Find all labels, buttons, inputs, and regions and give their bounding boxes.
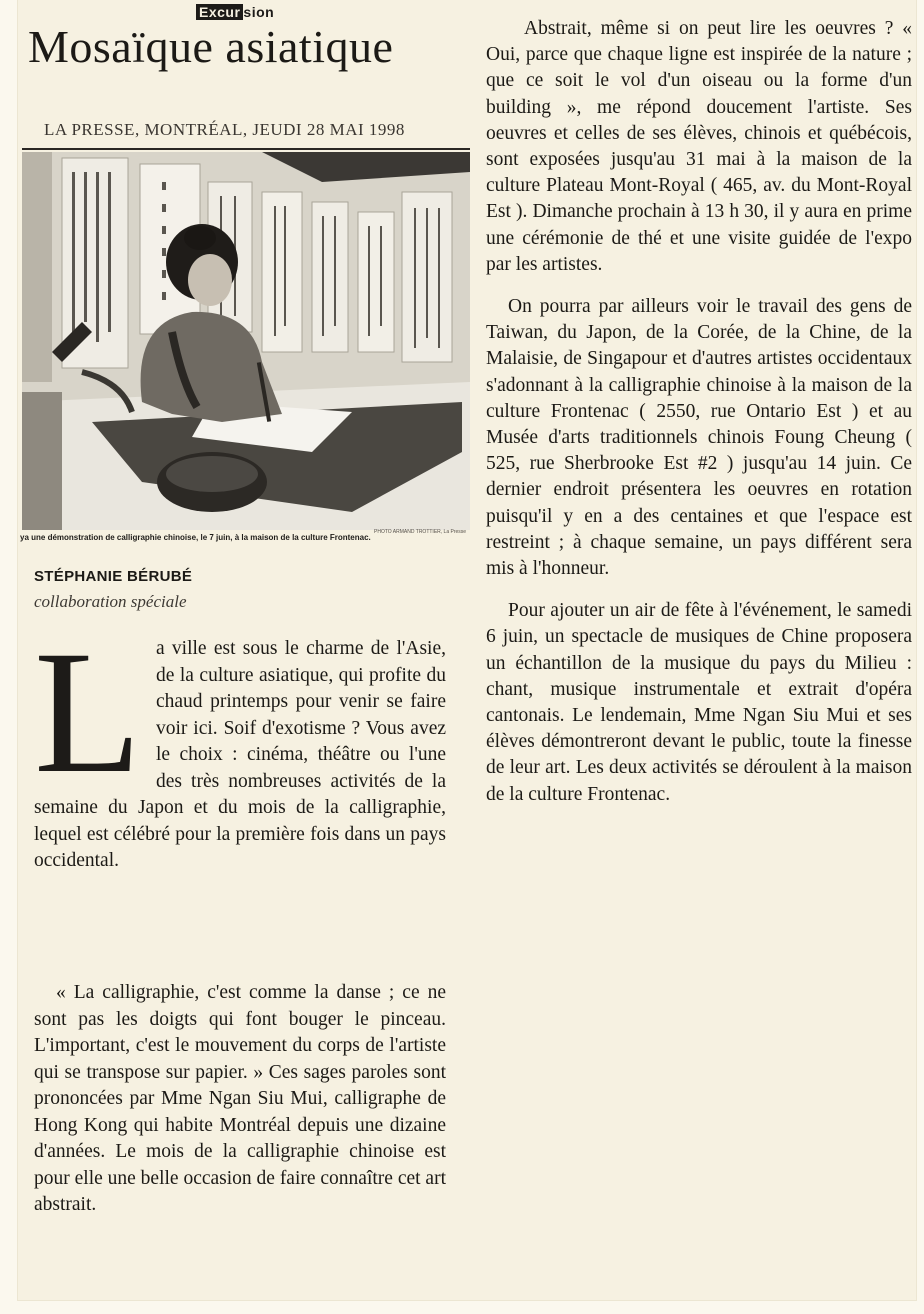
right-paragraph-1: Abstrait, même si on peut lire les oeuvres ? « Oui, parce que chaque ligne est inspirée de la nature ; que ce soit le vol d'un oiseau ou la forme d'un building », me répond doucement l'artiste. Ses oeuvres et celles de ses élèves, chinois et québécois, sont exposées jusqu'au 31 mai à la maison de la culture Plateau Mont-Royal ( 465, av. du Mont-Royal Est ). Dimanche prochain à 13 h 30, il y aura en prime une cérémonie de thé et une visite guidée de l'expo par les artistes. [486,18,912,275]
headline: Mosaïque asiatique [28,21,394,72]
drop-cap: L [34,615,142,810]
calligrapher-photo-illustration [22,152,470,530]
section-rubric [196,4,274,20]
photo-caption: ya une démonstration de calligraphie chinoise, le 7 juin, à la maison de la culture Frontenac. [20,533,371,542]
photo-credit: PHOTO ARMAND TROTTIER, La Presse [374,529,467,535]
right-paragraph-2: On pourra par ailleurs voir le travail des gens de Taiwan, du Japon, de la Corée, de la Chine, de la Malaisie, de Singapour et d'autres artistes occidentaux s'adonnant à la calligraphie chinoise à la maison de la culture Frontenac ( 2550, rue Ontario Est ) et au Musée d'arts traditionnels chinois Foung Cheung ( 525, rue Sherbrooke Est #2 ) jusqu'au 14 juin. Ce dernier endroit présentera les oeuvres en rotation puisqu'il y en a des centaines et que l'espace est restreint ; à chaque semaine, un pays différent sera mis à l'honneur. [486,296,912,580]
article-photo [22,152,470,530]
byline-role: collaboration spéciale [34,592,187,611]
divider-rule [22,148,470,150]
rubric-rest: sion [243,4,275,20]
lead-paragraph: a ville est sous le charme de l'Asie, de la culture asiatique, qui profite du chaud printemps pour venir se faire voir ici. Soif d'exotisme ? Vous avez le choix : cinéma, théâtre ou l'une des très nombreuses activités de la semaine du Japon et du mois de la calligraphie, lequel est célébré pour la première fois dans un pays occidental. [34,638,446,871]
dateline: LA PRESSE, MONTRÉAL, JEUDI 28 MAI 1998 [44,120,405,139]
right-paragraph-3: Pour ajouter un air de fête à l'événement, le samedi 6 juin, un spectacle de musiques de Chine proposera un échantillon de la musique du pays du Milieu : chant, musique instrumentale et extrait d'opéra cantonais. Le lendemain, Mme Ngan Siu Mui et ses élèves démontreront devant le public, toute la finesse de leur art. Les deux activités se déroulent à la maison de la culture Frontenac. [486,600,912,805]
lead-paragraph-block [34,615,446,875]
rubric-highlight: Excur [196,4,243,20]
paragraph-2: « La calligraphie, c'est comme la danse ; ce ne sont pas les doigts qui font bouger le pinceau. L'important, c'est le mouvement du corps de l'artiste qui se transpose sur papier. » Ces sages paroles sont prononcées par Mme Ngan Siu Mui, calligraphe de Hong Kong qui habite Montréal depuis une dizaine d'années. Le mois de la calligraphie chinoise est pour elle une belle occasion de faire connaître cet art abstrait. [34,982,446,1215]
right-column [486,16,912,808]
byline: STÉPHANIE BÉRUBÉ [34,568,193,585]
